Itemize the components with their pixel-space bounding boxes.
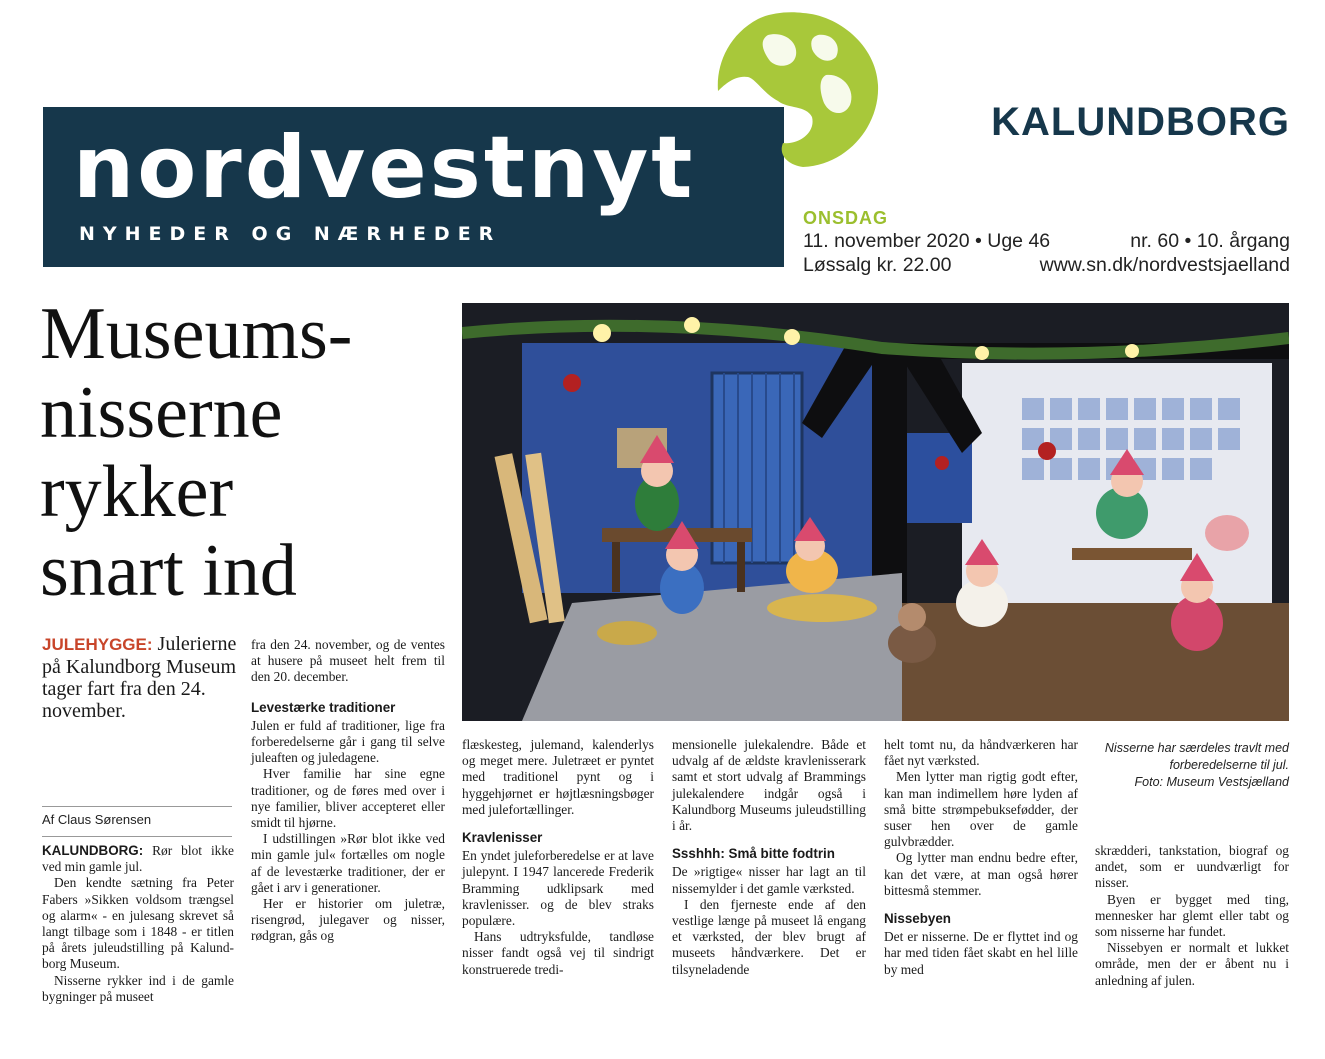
- paragraph: Den kendte sætning fra Peter Fabers »Sikken voldsom trængsel og alarm« - en julesang skrevet så langt tilbage som i 1848 - er titlen på årets juleudstilling på Kalundborg Museum.: [42, 875, 234, 972]
- article-column-6: [1095, 843, 1289, 989]
- paragraph: Her er historier om juletræ, risengrød, julegaver og nisser, rødgran, gås og: [251, 896, 445, 944]
- paragraph: fra den 24. november, og de ventes at husere på museet helt frem til den 20. december.: [251, 637, 445, 685]
- paragraph: I den fjerneste ende af den vestlige længe på museet lå engang et værksted, der blev brugt af museets håndværkere. Det er tilsyneladende: [672, 896, 866, 977]
- paragraph: Rør blot ikke ved min gamle jul.: [42, 843, 234, 875]
- paragraph: Julen er fuld af traditioner, lige fra forberedelserne går i gang til selve juleaften og juledagene.: [251, 717, 445, 766]
- article-column-3: [462, 737, 654, 978]
- article-column-2: [251, 637, 445, 945]
- subheading: Levestærke traditioner: [251, 699, 396, 715]
- headline-line: snart ind: [40, 530, 297, 612]
- photo-caption: [1090, 740, 1289, 791]
- dateline: KALUNDBORG:: [42, 843, 144, 858]
- lead-text: Julerierne på Kalundborg Museum tager fart fra den 24. november.: [42, 633, 237, 722]
- issue-date-week: 11. november 2020 • Uge 46: [803, 230, 1051, 252]
- paragraph: Og lytter man endnu bedre efter, kan det være, at man også hører bittesmå stemmer.: [884, 850, 1078, 898]
- issue-number: nr. 60 • 10. årgang: [1130, 230, 1290, 252]
- paragraph: Nisserne rykker ind i de gamle bygninger på museet: [42, 972, 234, 1004]
- article-photo: [462, 303, 1289, 721]
- article-lead: [42, 633, 238, 722]
- edition-name: KALUNDBORG: [991, 100, 1290, 144]
- issue-website[interactable]: www.sn.dk/nordvestsjaelland: [1039, 254, 1290, 276]
- issue-info: [803, 208, 1290, 277]
- byline: Af Claus Sørensen: [42, 812, 152, 827]
- article-headline: [40, 295, 450, 611]
- headline-line: rykker: [40, 451, 234, 533]
- paragraph: Hver familie har sine egne traditioner, og de føres med over i nye familier, bliver accepteret eller smidt til hjørne.: [251, 766, 445, 831]
- caption-line: Nisserne har særdeles travlt med: [1104, 741, 1289, 755]
- paragraph: Byen er bygget med ting, mennesker har glemt eller tabt og som nisserne har fundet.: [1095, 891, 1289, 940]
- divider: [42, 836, 232, 837]
- photo-credit: Foto: Museum Vestsjælland: [1134, 775, 1289, 789]
- paragraph: I udstillingen »Rør blot ikke ved min gamle jul« fortælles om nogle af de levestærke traditioner, der er gået i arv i generationer.: [251, 831, 445, 895]
- paragraph: Hans udtryksfulde, tandløse nisser fandt også vej til sindrigt konstruerede tredi-: [462, 929, 654, 977]
- brand-tagline: NYHEDER OG NÆRHEDER: [79, 223, 502, 245]
- headline-line: nisserne: [40, 372, 283, 454]
- issue-price: Løssalg kr. 22.00: [803, 254, 952, 276]
- subheading: Nissebyen: [884, 911, 951, 927]
- caption-line: forberedelserne til jul.: [1169, 758, 1289, 772]
- weekday: ONSDAG: [803, 208, 889, 228]
- paragraph: Men lytter man rigtig godt efter, kan man indimellem høre lyden af små bitte strømpebuksefødder, der suser hen over de gamle gulvbrædder.: [884, 769, 1078, 850]
- globe-logo-icon: [708, 5, 888, 175]
- article-column-5: [884, 737, 1078, 978]
- paragraph: Nissebyen er normalt et lukket område, men der er åbent nu i anledning af julen.: [1095, 940, 1289, 988]
- subheading: Ssshhh: Små bitte fodtrin: [672, 846, 835, 862]
- paragraph: helt tomt nu, da håndværkeren har fået nyt værksted.: [884, 737, 1078, 769]
- headline-line: Museums-: [40, 293, 353, 375]
- masthead-banner: [43, 107, 784, 267]
- paragraph: mensionelle julekalendre. Både et udvalg af de ældste kravlenisserark samt et stort udvalg af Brammings julekalendere indgår også i Kalundborg Museums juleudstilling i år.: [672, 737, 866, 834]
- subheading: Kravlenisser: [462, 830, 543, 846]
- paragraph: En yndet juleforberedelse er at lave julepynt. I 1947 lancerede Frederik Bramming udklipsark med kravlenisser. og de blev straks populære.: [462, 848, 654, 929]
- paragraph: skrædderi, tankstation, biograf og andet, som er uundværligt for nisser.: [1095, 843, 1289, 891]
- paragraph: De »rigtige« nisser har lagt an til nissemylder i det gamle værksted.: [672, 864, 866, 896]
- article-column-1: [42, 843, 234, 1005]
- brand-name: nordvestnyt: [73, 118, 696, 218]
- lead-kicker: JULEHYGGE:: [42, 635, 153, 654]
- article-column-4: [672, 737, 866, 978]
- divider: [42, 806, 232, 807]
- paragraph: flæskesteg, julemand, kalenderlys og meget mere. Juletræet er pyntet med traditionel pynt og i hyggehjørnet er højtlæsningsbøger med julefortællinger.: [462, 737, 654, 817]
- paragraph: Det er nisserne. De er flyttet ind og har med tiden fået skabt en hel lille by med: [884, 929, 1078, 977]
